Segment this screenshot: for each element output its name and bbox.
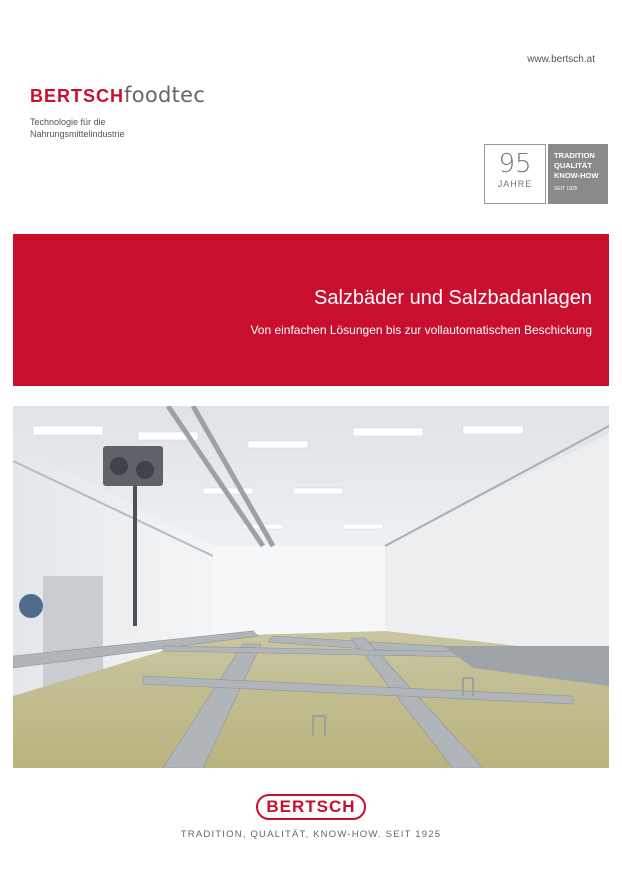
anniversary-number: 95 — [498, 149, 532, 179]
company-tagline — [30, 116, 125, 140]
logo-part-foodtec: foodtec — [124, 83, 206, 107]
bertsch-logo-pill — [256, 794, 366, 820]
brine-bath-photo — [13, 406, 609, 768]
anniversary-label: JAHRE — [497, 179, 533, 189]
website-url[interactable]: www.bertsch.at — [527, 54, 595, 65]
tagline-line-2: Nahrungsmittelindustrie — [30, 129, 125, 139]
anniversary-badge — [484, 144, 608, 206]
anniversary-values-box — [548, 144, 608, 204]
bertsch-brand-logo — [256, 794, 366, 820]
badge-line-knowhow: KNOW-HOW — [554, 171, 599, 180]
logo-part-bertsch: BERTSCH — [30, 86, 125, 106]
page-title: Salzbäder und Salzbadanlagen — [314, 287, 592, 309]
bertsch-logo-text: BERTSCH — [266, 797, 356, 816]
page-subtitle: Von einfachen Lösungen bis zur vollautomatischen Beschickung — [250, 323, 592, 337]
footer-slogan: TRADITION, QUALITÄT, KNOW-HOW. SEIT 1925 — [180, 829, 442, 840]
company-logo — [30, 82, 205, 108]
badge-line-qualitaet: QUALITÄT — [554, 161, 592, 170]
anniversary-years-box — [484, 144, 546, 204]
badge-line-tradition: TRADITION — [554, 151, 595, 160]
tagline-line-1: Technologie für die — [30, 117, 106, 127]
badge-since: SEIT 1925 — [554, 186, 578, 192]
title-banner — [13, 234, 609, 386]
